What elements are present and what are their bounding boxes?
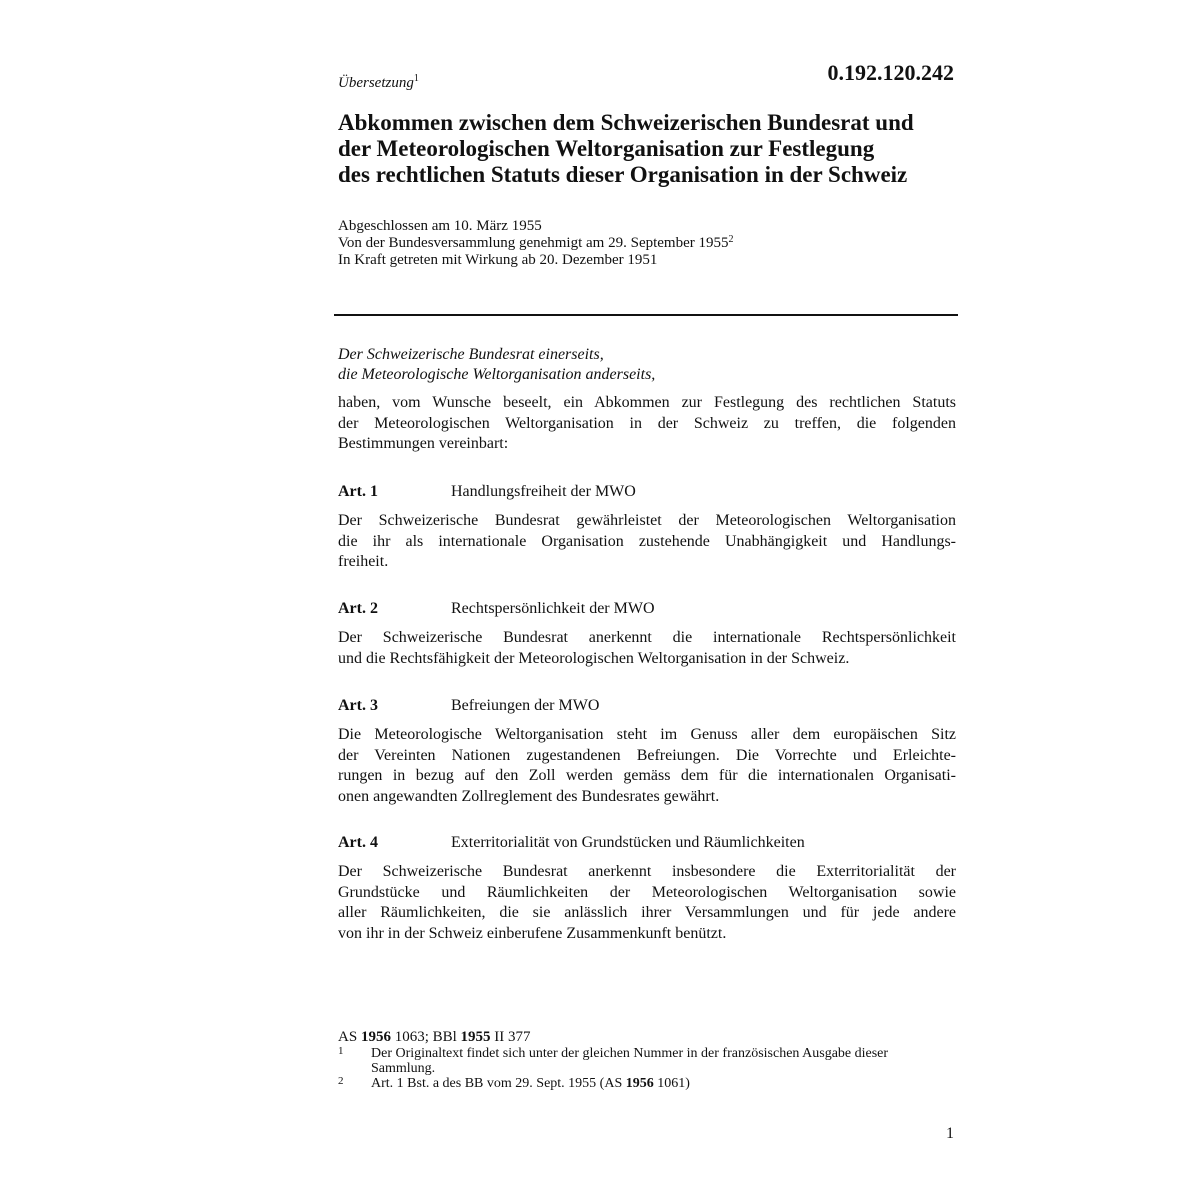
party-1: Der Schweizerische Bundesrat einerseits, (338, 346, 604, 363)
footnote-mark: 2 (338, 1075, 344, 1087)
text-line: aller Räumlichkeiten, die sie anlässlich ihrer Versammlungen und für jede andere (338, 904, 956, 921)
article-title: Handlungsfreiheit der MWO (451, 483, 636, 500)
footnote-ref-2[interactable]: 2 (728, 234, 734, 245)
document-metadata (338, 218, 734, 269)
article-4-heading (338, 834, 805, 852)
title-line: Abkommen zwischen dem Schweizerischen Bundesrat und (338, 110, 914, 135)
sr-number: 0.192.120.242 (827, 60, 954, 85)
text-line: onen angewandten Zollreglement des Bundesrates gewährt. (338, 787, 720, 805)
concluded-date: Abgeschlossen am 10. März 1955 (338, 218, 542, 234)
article-title: Exterritorialität von Grundstücken und Räumlichkeiten (451, 834, 805, 851)
article-number: Art. 1 (338, 483, 378, 500)
article-number: Art. 4 (338, 834, 378, 851)
document-title (338, 110, 978, 188)
footnote-2: 2 Art. 1 Bst. a des BB vom 29. Sept. 1955 (AS 1956 1061) (338, 1075, 690, 1091)
article-title: Rechtspersönlichkeit der MWO (451, 600, 655, 617)
page-number: 1 (946, 1125, 954, 1142)
article-3-heading (338, 697, 599, 715)
article-1-heading (338, 483, 636, 501)
text-line: haben, vom Wunsche beseelt, ein Abkommen zur Festlegung des rechtlichen Statuts (338, 394, 956, 411)
article-3-text (338, 725, 956, 807)
text-line: der Vereinten Nationen zugestandenen Befreiungen. Die Vorrechte und Erleichte- (338, 746, 956, 764)
footnote-text: Der Originaltext findet sich unter der gleichen Nummer in der französischen Ausgabe dieser Sammlung. (371, 1046, 889, 1076)
article-number: Art. 2 (338, 600, 378, 617)
text-line: und die Rechtsfähigkeit der Meteorologischen Weltorganisation in der Schweiz. (338, 649, 850, 667)
contracting-parties (338, 345, 655, 385)
title-line: der Meteorologischen Weltorganisation zur Festlegung (338, 136, 875, 161)
text-line: der Meteorologischen Weltorganisation in der Schweiz zu treffen, die folgenden (338, 414, 956, 432)
article-4-text (338, 862, 956, 944)
in-force-date: In Kraft getreten mit Wirkung ab 20. Dezember 1951 (338, 252, 658, 268)
article-1-text (338, 511, 956, 573)
footnote-mark: 1 (338, 1045, 344, 1057)
text-line: Die Meteorologische Weltorganisation steht im Genuss aller dem europäischen Sitz (338, 726, 956, 743)
article-2-heading (338, 600, 655, 618)
article-title: Befreiungen der MWO (451, 697, 600, 714)
preamble-text (338, 393, 956, 455)
party-2: die Meteorologische Weltorganisation anderseits, (338, 366, 656, 383)
footnotes (338, 1029, 931, 1091)
text-line: rungen in bezug auf den Zoll werden gemäss dem für die internationalen Organisati- (338, 767, 956, 784)
translation-label: Übersetzung$^1$ (338, 73, 419, 91)
title-line: des rechtlichen Statuts dieser Organisation in der Schweiz (338, 162, 908, 187)
text-line: Grundstücke und Räumlichkeiten der Meteorologischen Weltorganisation sowie (338, 883, 956, 901)
divider (334, 314, 958, 316)
text-line: Der Schweizerische Bundesrat anerkennt insbesondere die Exterritorialität der (338, 863, 956, 880)
text-line: freiheit. (338, 553, 389, 570)
text-line: die ihr als internationale Organisation zustehende Unabhängigkeit und Handlungs- (338, 532, 956, 550)
text-line: Bestimmungen vereinbart: (338, 435, 509, 452)
approval-date: Von der Bundesversammlung genehmigt am 29. September 1955$^2$ (338, 234, 734, 251)
text-line: Der Schweizerische Bundesrat gewährleistet der Meteorologischen Weltorganisation (338, 512, 956, 529)
article-number: Art. 3 (338, 697, 378, 714)
text-line: Der Schweizerische Bundesrat anerkennt die internationale Rechtspersönlichkeit (338, 629, 956, 646)
publication-reference: AS 1956 1063; BBl 1955 II 377 (338, 1029, 531, 1045)
text-line: von ihr in der Schweiz einberufene Zusammenkunft benützt. (338, 924, 727, 942)
footnote-1 (338, 1046, 931, 1076)
article-2-text (338, 628, 956, 669)
footnote-ref-1[interactable]: 1 (413, 73, 419, 84)
